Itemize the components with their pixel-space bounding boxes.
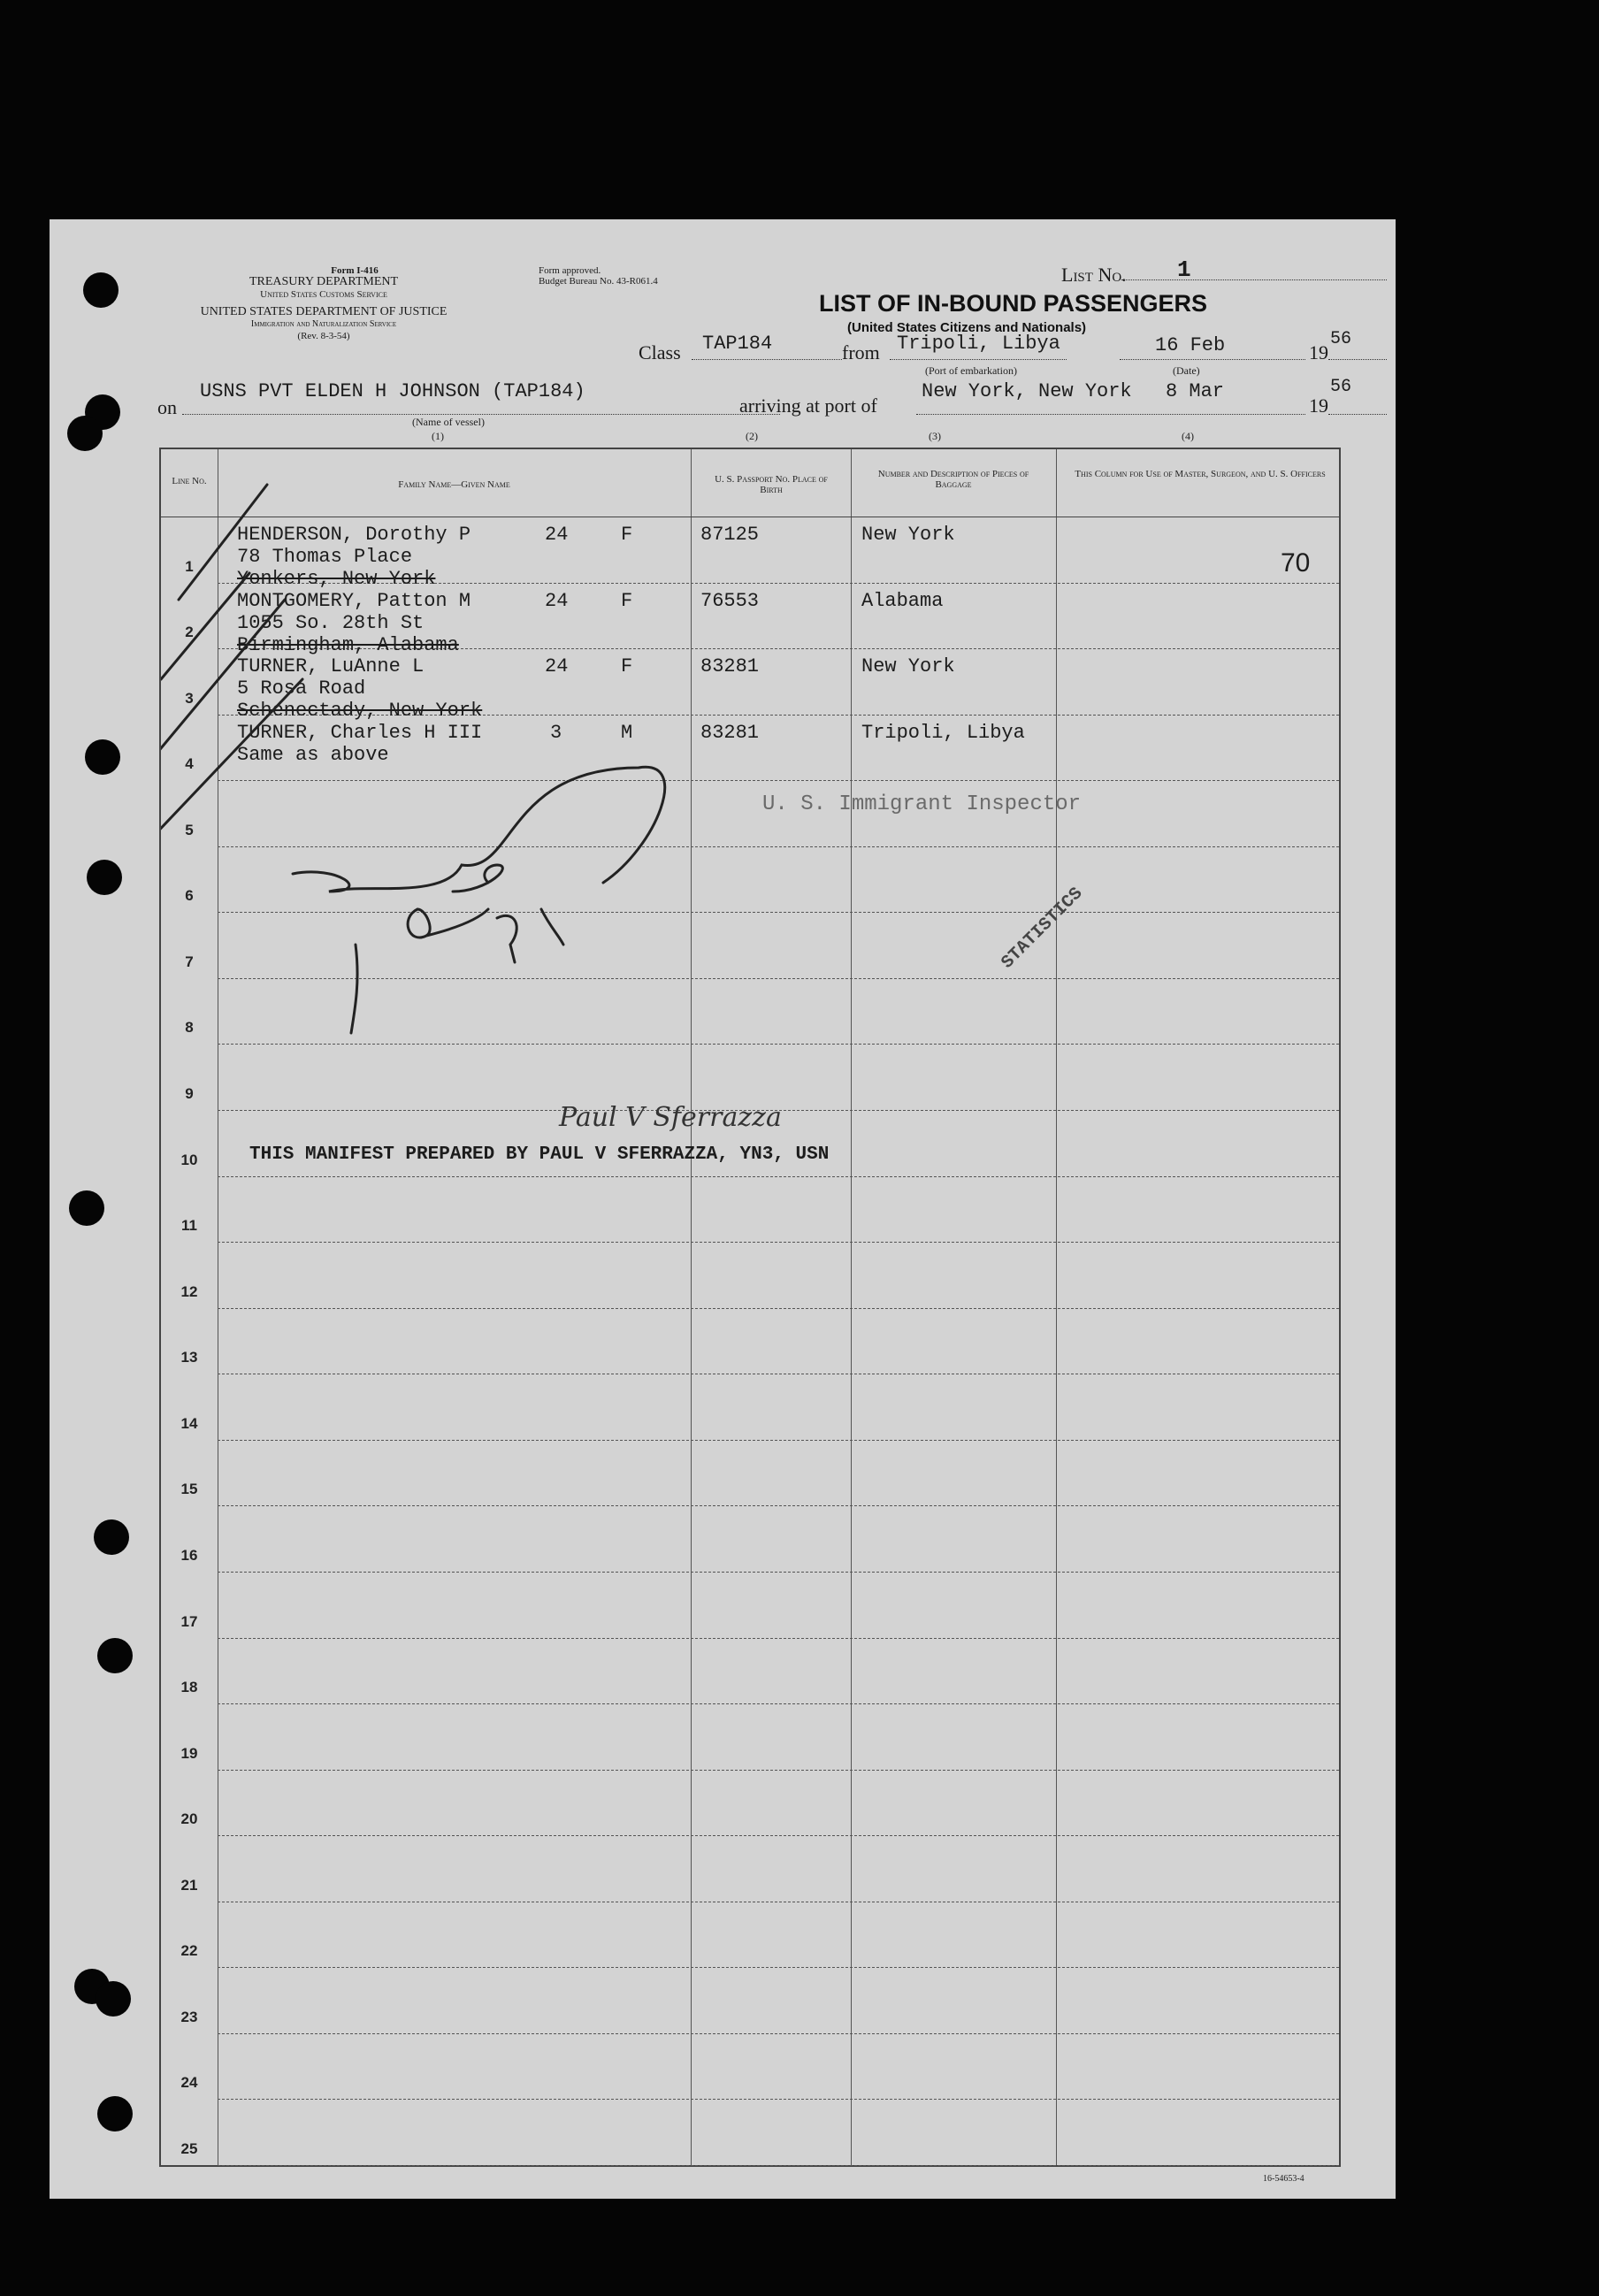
arrival-year: 56 bbox=[1330, 377, 1352, 397]
inspector-stamp: U. S. Immigrant Inspector bbox=[762, 792, 1082, 816]
justice-department: UNITED STATES DEPARTMENT OF JUSTICE bbox=[200, 305, 448, 318]
passenger-address-line2: Birmingham, Alabama bbox=[237, 633, 459, 656]
col-num-4: (4) bbox=[1182, 430, 1194, 442]
passenger-name: TURNER, LuAnne L bbox=[237, 655, 425, 678]
line-number: 20 bbox=[180, 1810, 198, 1828]
passenger-address-line2: Yonkers, New York bbox=[237, 568, 436, 590]
binder-hole bbox=[85, 739, 120, 775]
binder-hole bbox=[94, 1519, 129, 1555]
line-number: 9 bbox=[185, 1085, 194, 1103]
line-number: 16 bbox=[180, 1546, 198, 1564]
passenger-sex: F bbox=[621, 524, 633, 546]
passport-number: 83281 bbox=[700, 721, 760, 744]
ins-service: Immigration and Naturalization Service bbox=[250, 319, 397, 329]
line-number: 18 bbox=[180, 1679, 198, 1696]
date-caption: (Date) bbox=[1173, 364, 1200, 377]
passenger-age: 24 bbox=[545, 655, 569, 678]
line-number: 1 bbox=[185, 557, 194, 575]
line-number: 25 bbox=[180, 2140, 198, 2157]
passenger-address-line2: Schenectady, New York bbox=[237, 700, 483, 723]
officer-note: 70 bbox=[1281, 548, 1311, 578]
col-num-3: (3) bbox=[929, 430, 941, 442]
class-value: TAP184 bbox=[702, 333, 773, 355]
form-number: Form I-416 bbox=[331, 265, 379, 276]
manifest-note: THIS MANIFEST PREPARED BY PAUL V SFERRAZZA, YN3, USN bbox=[249, 1144, 830, 1165]
binder-hole bbox=[69, 1190, 104, 1226]
header-family-name: Family Name—Given Name bbox=[398, 479, 510, 490]
preparer-signature: Paul V Sferrazza bbox=[559, 1102, 782, 1133]
manifest-subtitle: (United States Citizens and Nationals) bbox=[847, 320, 1087, 335]
passenger-sex: M bbox=[621, 721, 633, 744]
passenger-table bbox=[159, 448, 1341, 2167]
list-label: List No. bbox=[1061, 264, 1127, 286]
passenger-address-line1: 78 Thomas Place bbox=[237, 546, 413, 568]
col-num-2: (2) bbox=[746, 430, 758, 442]
port-caption: (Port of embarkation) bbox=[925, 364, 1017, 377]
binder-hole bbox=[97, 2096, 133, 2131]
binder-hole bbox=[96, 1981, 131, 2017]
passenger-address-line1: 1055 So. 28th St bbox=[237, 611, 425, 634]
passenger-name: TURNER, Charles H III bbox=[237, 721, 483, 744]
line-number: 19 bbox=[180, 1744, 198, 1762]
passport-number: 76553 bbox=[700, 589, 760, 612]
line-number: 10 bbox=[180, 1151, 198, 1168]
passenger-age: 24 bbox=[545, 589, 569, 612]
class-label: Class bbox=[639, 341, 681, 364]
line-number: 4 bbox=[185, 755, 194, 773]
year-prefix-1: 19 bbox=[1309, 341, 1328, 364]
header-line-no: Line No. bbox=[172, 476, 207, 486]
passport-number: 87125 bbox=[700, 524, 760, 546]
embarkation-year: 56 bbox=[1330, 329, 1352, 349]
treasury-department: TREASURY DEPARTMENT bbox=[249, 275, 399, 288]
manifest-title: LIST OF IN-BOUND PASSENGERS bbox=[819, 290, 1208, 317]
footer-code: 16-54653-4 bbox=[1263, 2174, 1304, 2184]
line-number: 14 bbox=[180, 1414, 198, 1432]
passport-number: 83281 bbox=[700, 655, 760, 678]
embarkation-port: Tripoli, Libya bbox=[897, 333, 1060, 355]
passenger-sex: F bbox=[621, 655, 633, 678]
arriving-label: arriving at port of bbox=[739, 394, 877, 417]
line-number: 22 bbox=[180, 1942, 198, 1960]
col-num-1: (1) bbox=[432, 430, 444, 442]
line-number: 23 bbox=[180, 2008, 198, 2025]
birth-place: Alabama bbox=[861, 589, 944, 612]
table-row bbox=[218, 2165, 1339, 2166]
form-approved: Form approved. bbox=[539, 265, 601, 276]
line-number: 2 bbox=[185, 624, 194, 641]
line-number: 6 bbox=[185, 887, 194, 905]
passenger-name: MONTGOMERY, Patton M bbox=[237, 589, 471, 612]
passenger-age: 3 bbox=[550, 721, 562, 744]
line-number: 24 bbox=[180, 2074, 198, 2092]
header-officers: This Column for Use of Master, Surgeon, and U. S. Officers bbox=[1075, 469, 1326, 479]
line-number: 13 bbox=[180, 1349, 198, 1366]
customs-service: United States Customs Service bbox=[260, 289, 387, 300]
year-prefix-2: 19 bbox=[1309, 394, 1328, 417]
passenger-address-line1: Same as above bbox=[237, 743, 389, 766]
manifest-page bbox=[50, 219, 1396, 2199]
header-baggage: Number and Description of Pieces of Baggage bbox=[877, 469, 1029, 490]
list-number: 1 bbox=[1177, 256, 1191, 283]
statistics-stamp: STATISTICS bbox=[998, 884, 1088, 974]
binder-hole bbox=[87, 860, 122, 895]
revision-date: (Rev. 8-3-54) bbox=[297, 331, 350, 341]
header-passport: U. S. Passport No. Place of Birth bbox=[715, 474, 828, 495]
budget-bureau: Budget Bureau No. 43-R061.4 bbox=[539, 276, 658, 287]
inspector-signature-scrawl bbox=[161, 449, 1339, 2165]
passenger-address-line1: 5 Rosa Road bbox=[237, 677, 366, 700]
vessel-caption: (Name of vessel) bbox=[412, 416, 485, 428]
binder-hole bbox=[97, 1638, 133, 1673]
line-number: 21 bbox=[180, 1876, 198, 1894]
line-number: 7 bbox=[185, 953, 194, 970]
line-number: 5 bbox=[185, 821, 194, 838]
line-number: 12 bbox=[180, 1282, 198, 1300]
passenger-age: 24 bbox=[545, 524, 569, 546]
embarkation-date: 16 Feb bbox=[1155, 334, 1226, 356]
vessel-name: USNS PVT ELDEN H JOHNSON (TAP184) bbox=[200, 380, 585, 402]
birth-place: New York bbox=[861, 524, 955, 546]
arrival-port: New York, New York bbox=[922, 380, 1132, 402]
line-number: 3 bbox=[185, 689, 194, 707]
passenger-name: HENDERSON, Dorothy P bbox=[237, 524, 471, 546]
line-number: 8 bbox=[185, 1019, 194, 1037]
binder-hole bbox=[67, 416, 103, 451]
birth-place: New York bbox=[861, 655, 955, 678]
passenger-sex: F bbox=[621, 589, 633, 612]
binder-hole bbox=[83, 272, 119, 308]
on-label: on bbox=[157, 396, 177, 418]
birth-place: Tripoli, Libya bbox=[861, 721, 1025, 744]
line-number: 11 bbox=[181, 1217, 197, 1235]
line-number: 17 bbox=[180, 1612, 198, 1630]
line-number: 15 bbox=[180, 1481, 198, 1498]
arrival-date: 8 Mar bbox=[1166, 380, 1225, 402]
from-label: from bbox=[842, 341, 880, 364]
